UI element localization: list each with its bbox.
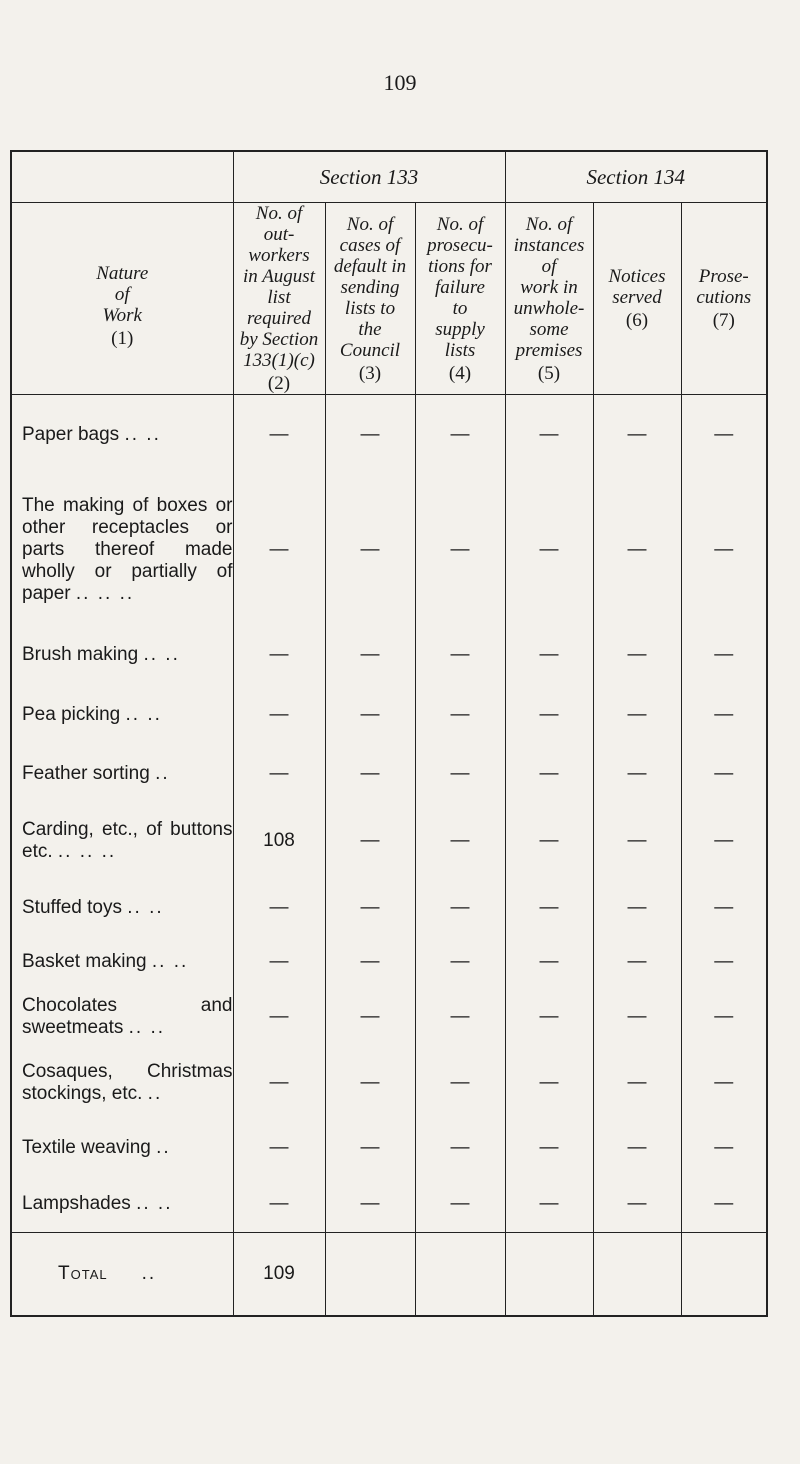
table-cell: — [681,395,767,475]
table-cell: — [325,685,415,745]
column-header-6 [593,203,681,395]
column-header-line: No. of [525,213,573,235]
column-header-2 [233,203,325,395]
row-label-text: Paper bags [22,423,120,445]
table-row [11,987,767,1047]
leader-dots: .. [147,1082,163,1104]
column-number: (5) [537,362,561,384]
column-header-line: the [358,318,382,340]
table-cell: — [325,987,415,1047]
table-cell: — [325,475,415,625]
table-cell: — [233,1177,325,1233]
table-cell: — [593,1119,681,1177]
table-cell: — [681,685,767,745]
leader-dots: .. .. [143,643,180,665]
row-label-text: Textile weaving [22,1136,151,1158]
table-cell: — [593,625,681,685]
table-cell: — [593,987,681,1047]
column-header-line: unwhole- [513,297,585,319]
column-header-line: Notices [608,266,666,287]
table-cell: — [233,395,325,475]
column-header-line: some [529,318,569,340]
table-cell: — [681,879,767,937]
row-label-text: Stuffed toys [22,896,122,918]
table-cell: — [681,937,767,987]
table-cell: — [325,879,415,937]
column-header-line: of [114,284,130,305]
table-cell: — [415,625,505,685]
row-label-text: Chocolates and sweetmeats [22,994,233,1038]
column-header-line: Prose- [698,266,749,287]
section-134-header: Section 134 [505,151,767,203]
table-cell: — [681,803,767,879]
table-cell: — [593,937,681,987]
leader-dots: .. [155,762,170,784]
row-label [11,395,233,475]
row-label [11,745,233,803]
column-header-line: lists [444,339,476,361]
table-cell: — [325,745,415,803]
table-cell: — [415,475,505,625]
table-cell: — [593,745,681,803]
column-header-line: Council [339,339,401,361]
column-number: (1) [111,328,134,349]
row-label [11,475,233,625]
column-header-line: in August [243,266,315,287]
table-cell: — [233,879,325,937]
table-row [11,1177,767,1233]
row-label [11,937,233,987]
table-cell: — [593,1047,681,1119]
section-133-header: Section 133 [233,151,505,203]
table-cell: — [505,685,593,745]
table-row [11,1047,767,1119]
row-label [11,879,233,937]
column-header-line: lists to [344,297,396,319]
column-header-line: out-workers [248,224,310,266]
column-header-line: 133(1)(c) [243,350,315,371]
table-cell: — [681,625,767,685]
table-cell: — [505,745,593,803]
leader-dots: .. [156,1136,171,1158]
table-row [11,475,767,625]
table-cell: — [681,1119,767,1177]
column-header-line: served [612,287,662,308]
row-label-text: Brush making [22,643,139,665]
table-row [11,1119,767,1177]
table-cell: — [593,685,681,745]
table-cell: — [415,685,505,745]
table-row [11,625,767,685]
table-cell: — [415,1177,505,1233]
table-cell: — [325,1177,415,1233]
table-cell: — [325,803,415,879]
column-header-line: required [246,308,312,329]
table-cell: — [505,625,593,685]
table-cell: — [593,879,681,937]
column-header-line: No. of [255,203,303,224]
row-label-text: The making of boxes or other receptacles or parts thereof made wholly or partially of paper [22,494,233,604]
row-label [11,803,233,879]
table-cell: — [505,987,593,1047]
total-cell: 109 [233,1233,325,1317]
table-cell: — [681,1177,767,1233]
table-row [11,395,767,475]
column-header-line: Work [102,305,142,326]
column-header-line: Nature [96,263,149,284]
row-label-text: Basket making [22,950,147,972]
column-header-line: cutions [696,287,752,308]
table-cell: — [325,1119,415,1177]
column-number: (4) [448,362,472,384]
row-label-text: Carding, etc., of buttons etc. [22,818,233,862]
leader-dots: .. .. [151,950,189,972]
table-cell: — [505,395,593,475]
table-cell: — [505,937,593,987]
table-cell: — [233,685,325,745]
table-cell: — [325,1047,415,1119]
table-cell: — [505,475,593,625]
total-cell [325,1233,415,1317]
column-header-7 [681,203,767,395]
table-cell: — [415,745,505,803]
column-header-line: No. of [436,213,484,235]
column-header-line: by Section [239,329,319,350]
total-cell [681,1233,767,1317]
table-cell: — [593,475,681,625]
outworkers-table [10,150,768,1317]
total-row [11,1233,767,1317]
total-label-text: Total [58,1263,108,1284]
table-cell: — [325,937,415,987]
table-cell: — [415,879,505,937]
table-cell: — [593,803,681,879]
table-cell: — [325,395,415,475]
row-label-text: Cosaques, Christmas stockings, etc. [22,1060,233,1104]
column-header-line: prosecu- [427,234,493,256]
table-row [11,685,767,745]
column-number: (2) [267,373,291,394]
leader-dots: .. .. [125,703,162,725]
table-cell: — [593,395,681,475]
leader-dots: .. .. .. [75,582,135,604]
row-label-text: Feather sorting [22,762,150,784]
table-cell: — [415,1047,505,1119]
leader-dots: .. [141,1263,157,1284]
row-label-text: Pea picking [22,703,121,725]
column-header-line: sending [340,276,400,298]
table-cell: — [325,625,415,685]
table-cell: — [505,1177,593,1233]
column-number: (6) [625,310,649,331]
column-header-4 [415,203,505,395]
row-label [11,685,233,745]
table-cell: — [233,1119,325,1177]
column-number: (3) [358,362,382,384]
table-row [11,937,767,987]
column-header-line: list [267,287,291,308]
row-label [11,1177,233,1233]
table-cell: — [233,987,325,1047]
row-label [11,625,233,685]
leader-dots: .. .. [136,1193,173,1215]
row-label [11,987,233,1047]
table-cell: — [415,937,505,987]
table-cell: — [681,745,767,803]
column-header-5 [505,203,593,395]
page-number: 109 [383,70,417,95]
column-header-line: default in [333,255,407,277]
table-cell: — [233,1047,325,1119]
column-header-line: supply [435,318,485,340]
table-row [11,803,767,879]
table-cell: — [233,745,325,803]
table-cell: — [415,1119,505,1177]
column-header-line: of [541,255,557,277]
column-number: (7) [712,310,735,331]
table-cell: — [233,625,325,685]
table-row [11,879,767,937]
table-cell: 108 [233,803,325,879]
table-cell: — [415,987,505,1047]
column-header-line: to [452,297,468,319]
total-cell [415,1233,505,1317]
column-header-line: failure [435,276,485,298]
table-cell: — [681,1047,767,1119]
total-cell [505,1233,593,1317]
column-header-row [11,203,767,395]
column-header-3 [325,203,415,395]
column-header-line: cases of [339,234,401,256]
leader-dots: .. .. .. [57,840,117,862]
total-label [11,1233,233,1317]
leader-dots: .. .. [127,896,164,918]
column-header-line: No. of [346,213,394,235]
table-row [11,745,767,803]
row-label [11,1047,233,1119]
column-header-1 [11,203,233,395]
table-cell: — [505,803,593,879]
column-header-line: premises [515,339,583,361]
table-cell: — [681,475,767,625]
table-cell: — [233,937,325,987]
table-cell: — [505,1119,593,1177]
table-cell: — [681,987,767,1047]
leader-dots: .. .. [124,423,161,445]
column-header-line: work in [520,276,578,298]
row-label [11,1119,233,1177]
column-header-line: tions for [428,255,492,277]
section-header-row [11,151,767,203]
table-cell: — [505,879,593,937]
table-cell: — [415,803,505,879]
leader-dots: .. .. [128,1016,166,1038]
table-cell: — [415,395,505,475]
total-cell [593,1233,681,1317]
table-cell: — [505,1047,593,1119]
table-cell: — [593,1177,681,1233]
column-header-line: instances [513,234,585,256]
table-cell: — [233,475,325,625]
row-label-text: Lampshades [22,1193,131,1215]
